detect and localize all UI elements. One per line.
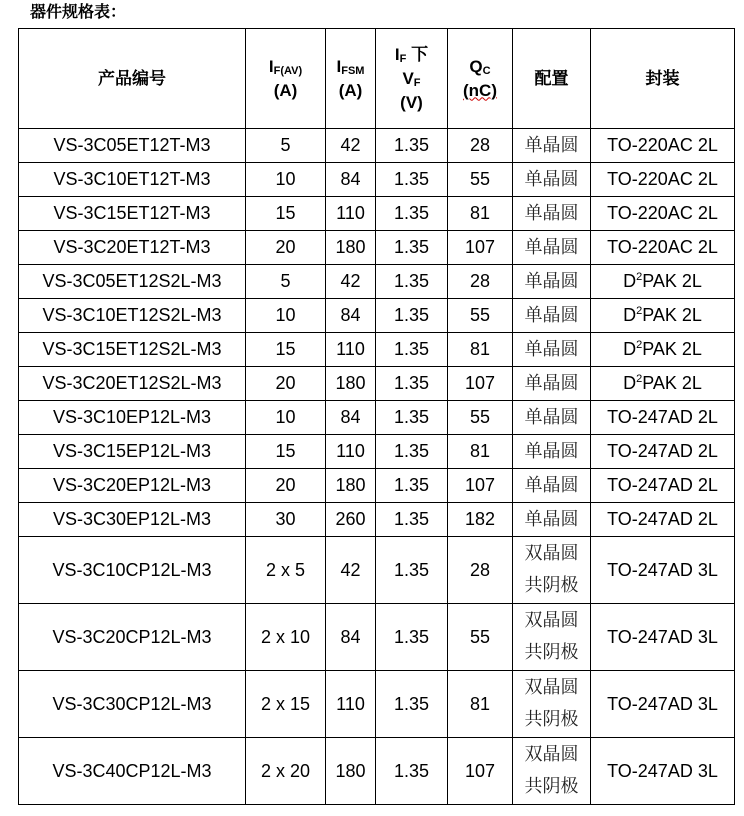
cell-part-number: VS-3C20ET12S2L-M3 [19,367,246,401]
cell-package: TO-247AD 3L [591,604,735,671]
spec-table [18,28,735,805]
cell-package: $D^2PAK$ 2L [591,265,735,299]
cell-ifsm: 110 [326,333,376,367]
cell-config: 单晶圆 [513,265,591,299]
cell-ifsm: 180 [326,231,376,265]
cell-if-av: 2 x 10 [246,604,326,671]
table-row [19,231,735,265]
cell-package: $D^2PAK$ 2L [591,333,735,367]
cell-vf: 1.35 [376,435,448,469]
cell-qc: 28 [448,537,513,604]
table-row [19,469,735,503]
cell-ifsm: 84 [326,604,376,671]
cell-vf: 1.35 [376,265,448,299]
cell-ifsm: 42 [326,265,376,299]
cell-ifsm: 180 [326,469,376,503]
cell-config: 双晶圆 共阴极 [513,671,591,738]
cell-package: TO-247AD 2L [591,469,735,503]
cell-part-number: VS-3C20CP12L-M3 [19,604,246,671]
cell-vf: 1.35 [376,503,448,537]
cell-if-av: 10 [246,299,326,333]
cell-config: 单晶圆 [513,333,591,367]
cell-if-av: 20 [246,469,326,503]
cell-ifsm: 110 [326,197,376,231]
cell-if-av: 30 [246,503,326,537]
cell-part-number: VS-3C20EP12L-M3 [19,469,246,503]
cell-qc: 28 [448,265,513,299]
cell-vf: 1.35 [376,367,448,401]
cell-part-number: VS-3C15EP12L-M3 [19,435,246,469]
cell-if-av: 5 [246,265,326,299]
table-row [19,333,735,367]
table-row [19,604,735,671]
cell-qc: 81 [448,333,513,367]
cell-if-av: 15 [246,333,326,367]
header-package: 封装 [591,29,735,129]
table-caption: 器件规格表： [30,2,127,21]
table-row [19,738,735,805]
cell-vf: 1.35 [376,197,448,231]
cell-vf: 1.35 [376,738,448,805]
cell-vf: 1.35 [376,469,448,503]
table-row [19,401,735,435]
cell-package: $D^2PAK$ 2L [591,367,735,401]
header-qc: $Q_C$ (nC) [448,29,513,129]
cell-ifsm: 84 [326,401,376,435]
cell-package: $D^2PAK$ 2L [591,299,735,333]
cell-ifsm: 84 [326,299,376,333]
cell-package: TO-220AC 2L [591,231,735,265]
cell-part-number: VS-3C30EP12L-M3 [19,503,246,537]
cell-qc: 55 [448,299,513,333]
cell-config: 单晶圆 [513,197,591,231]
cell-vf: 1.35 [376,604,448,671]
cell-ifsm: 42 [326,537,376,604]
cell-config: 单晶圆 [513,163,591,197]
cell-vf: 1.35 [376,231,448,265]
cell-package: TO-247AD 2L [591,401,735,435]
cell-part-number: VS-3C20ET12T-M3 [19,231,246,265]
cell-config: 单晶圆 [513,469,591,503]
cell-package: TO-247AD 3L [591,738,735,805]
cell-if-av: 2 x 5 [246,537,326,604]
cell-qc: 107 [448,738,513,805]
cell-ifsm: 84 [326,163,376,197]
cell-package: TO-220AC 2L [591,163,735,197]
header-config: 配置 [513,29,591,129]
cell-if-av: 5 [246,129,326,163]
cell-package: TO-247AD 3L [591,671,735,738]
cell-if-av: 20 [246,367,326,401]
cell-package: TO-247AD 2L [591,503,735,537]
cell-qc: 107 [448,469,513,503]
cell-qc: 81 [448,197,513,231]
header-vf: $I_F$ 下 $V_F$ (V) [376,29,448,129]
cell-config: 单晶圆 [513,435,591,469]
cell-config: 单晶圆 [513,503,591,537]
cell-package: TO-247AD 3L [591,537,735,604]
table-row [19,671,735,738]
table-row [19,163,735,197]
cell-vf: 1.35 [376,129,448,163]
cell-if-av: 10 [246,163,326,197]
cell-config: 单晶圆 [513,367,591,401]
cell-part-number: VS-3C15ET12T-M3 [19,197,246,231]
header-part-number: 产品编号 [19,29,246,129]
cell-vf: 1.35 [376,671,448,738]
cell-if-av: 15 [246,197,326,231]
cell-part-number: VS-3C05ET12S2L-M3 [19,265,246,299]
cell-if-av: 2 x 15 [246,671,326,738]
cell-vf: 1.35 [376,401,448,435]
cell-vf: 1.35 [376,537,448,604]
table-row [19,265,735,299]
table-row [19,197,735,231]
cell-part-number: VS-3C10EP12L-M3 [19,401,246,435]
cell-qc: 55 [448,163,513,197]
cell-package: TO-220AC 2L [591,197,735,231]
cell-ifsm: 42 [326,129,376,163]
cell-part-number: VS-3C30CP12L-M3 [19,671,246,738]
header-row [19,29,735,129]
cell-ifsm: 110 [326,671,376,738]
cell-ifsm: 180 [326,738,376,805]
cell-part-number: VS-3C10ET12T-M3 [19,163,246,197]
table-row [19,503,735,537]
cell-part-number: VS-3C10ET12S2L-M3 [19,299,246,333]
cell-ifsm: 180 [326,367,376,401]
cell-config: 单晶圆 [513,299,591,333]
cell-part-number: VS-3C05ET12T-M3 [19,129,246,163]
cell-config: 双晶圆 共阴极 [513,537,591,604]
cell-qc: 55 [448,401,513,435]
header-if-av: $I_{F(AV)}$ (A) [246,29,326,129]
cell-qc: 81 [448,671,513,738]
cell-vf: 1.35 [376,299,448,333]
cell-qc: 107 [448,231,513,265]
cell-qc: 55 [448,604,513,671]
table-row [19,129,735,163]
table-row [19,367,735,401]
cell-vf: 1.35 [376,333,448,367]
table-row [19,435,735,469]
cell-qc: 81 [448,435,513,469]
cell-ifsm: 110 [326,435,376,469]
cell-config: 双晶圆 共阴极 [513,738,591,805]
cell-ifsm: 260 [326,503,376,537]
cell-config: 单晶圆 [513,231,591,265]
cell-config: 双晶圆 共阴极 [513,604,591,671]
cell-qc: 28 [448,129,513,163]
cell-if-av: 20 [246,231,326,265]
cell-config: 单晶圆 [513,401,591,435]
cell-vf: 1.35 [376,163,448,197]
cell-part-number: VS-3C10CP12L-M3 [19,537,246,604]
cell-part-number: VS-3C15ET12S2L-M3 [19,333,246,367]
cell-package: TO-220AC 2L [591,129,735,163]
cell-qc: 107 [448,367,513,401]
cell-package: TO-247AD 2L [591,435,735,469]
cell-qc: 182 [448,503,513,537]
header-ifsm: $I_{FSM}$ (A) [326,29,376,129]
cell-part-number: VS-3C40CP12L-M3 [19,738,246,805]
table-row [19,299,735,333]
cell-if-av: 2 x 20 [246,738,326,805]
cell-config: 单晶圆 [513,129,591,163]
cell-if-av: 10 [246,401,326,435]
cell-if-av: 15 [246,435,326,469]
table-row [19,537,735,604]
